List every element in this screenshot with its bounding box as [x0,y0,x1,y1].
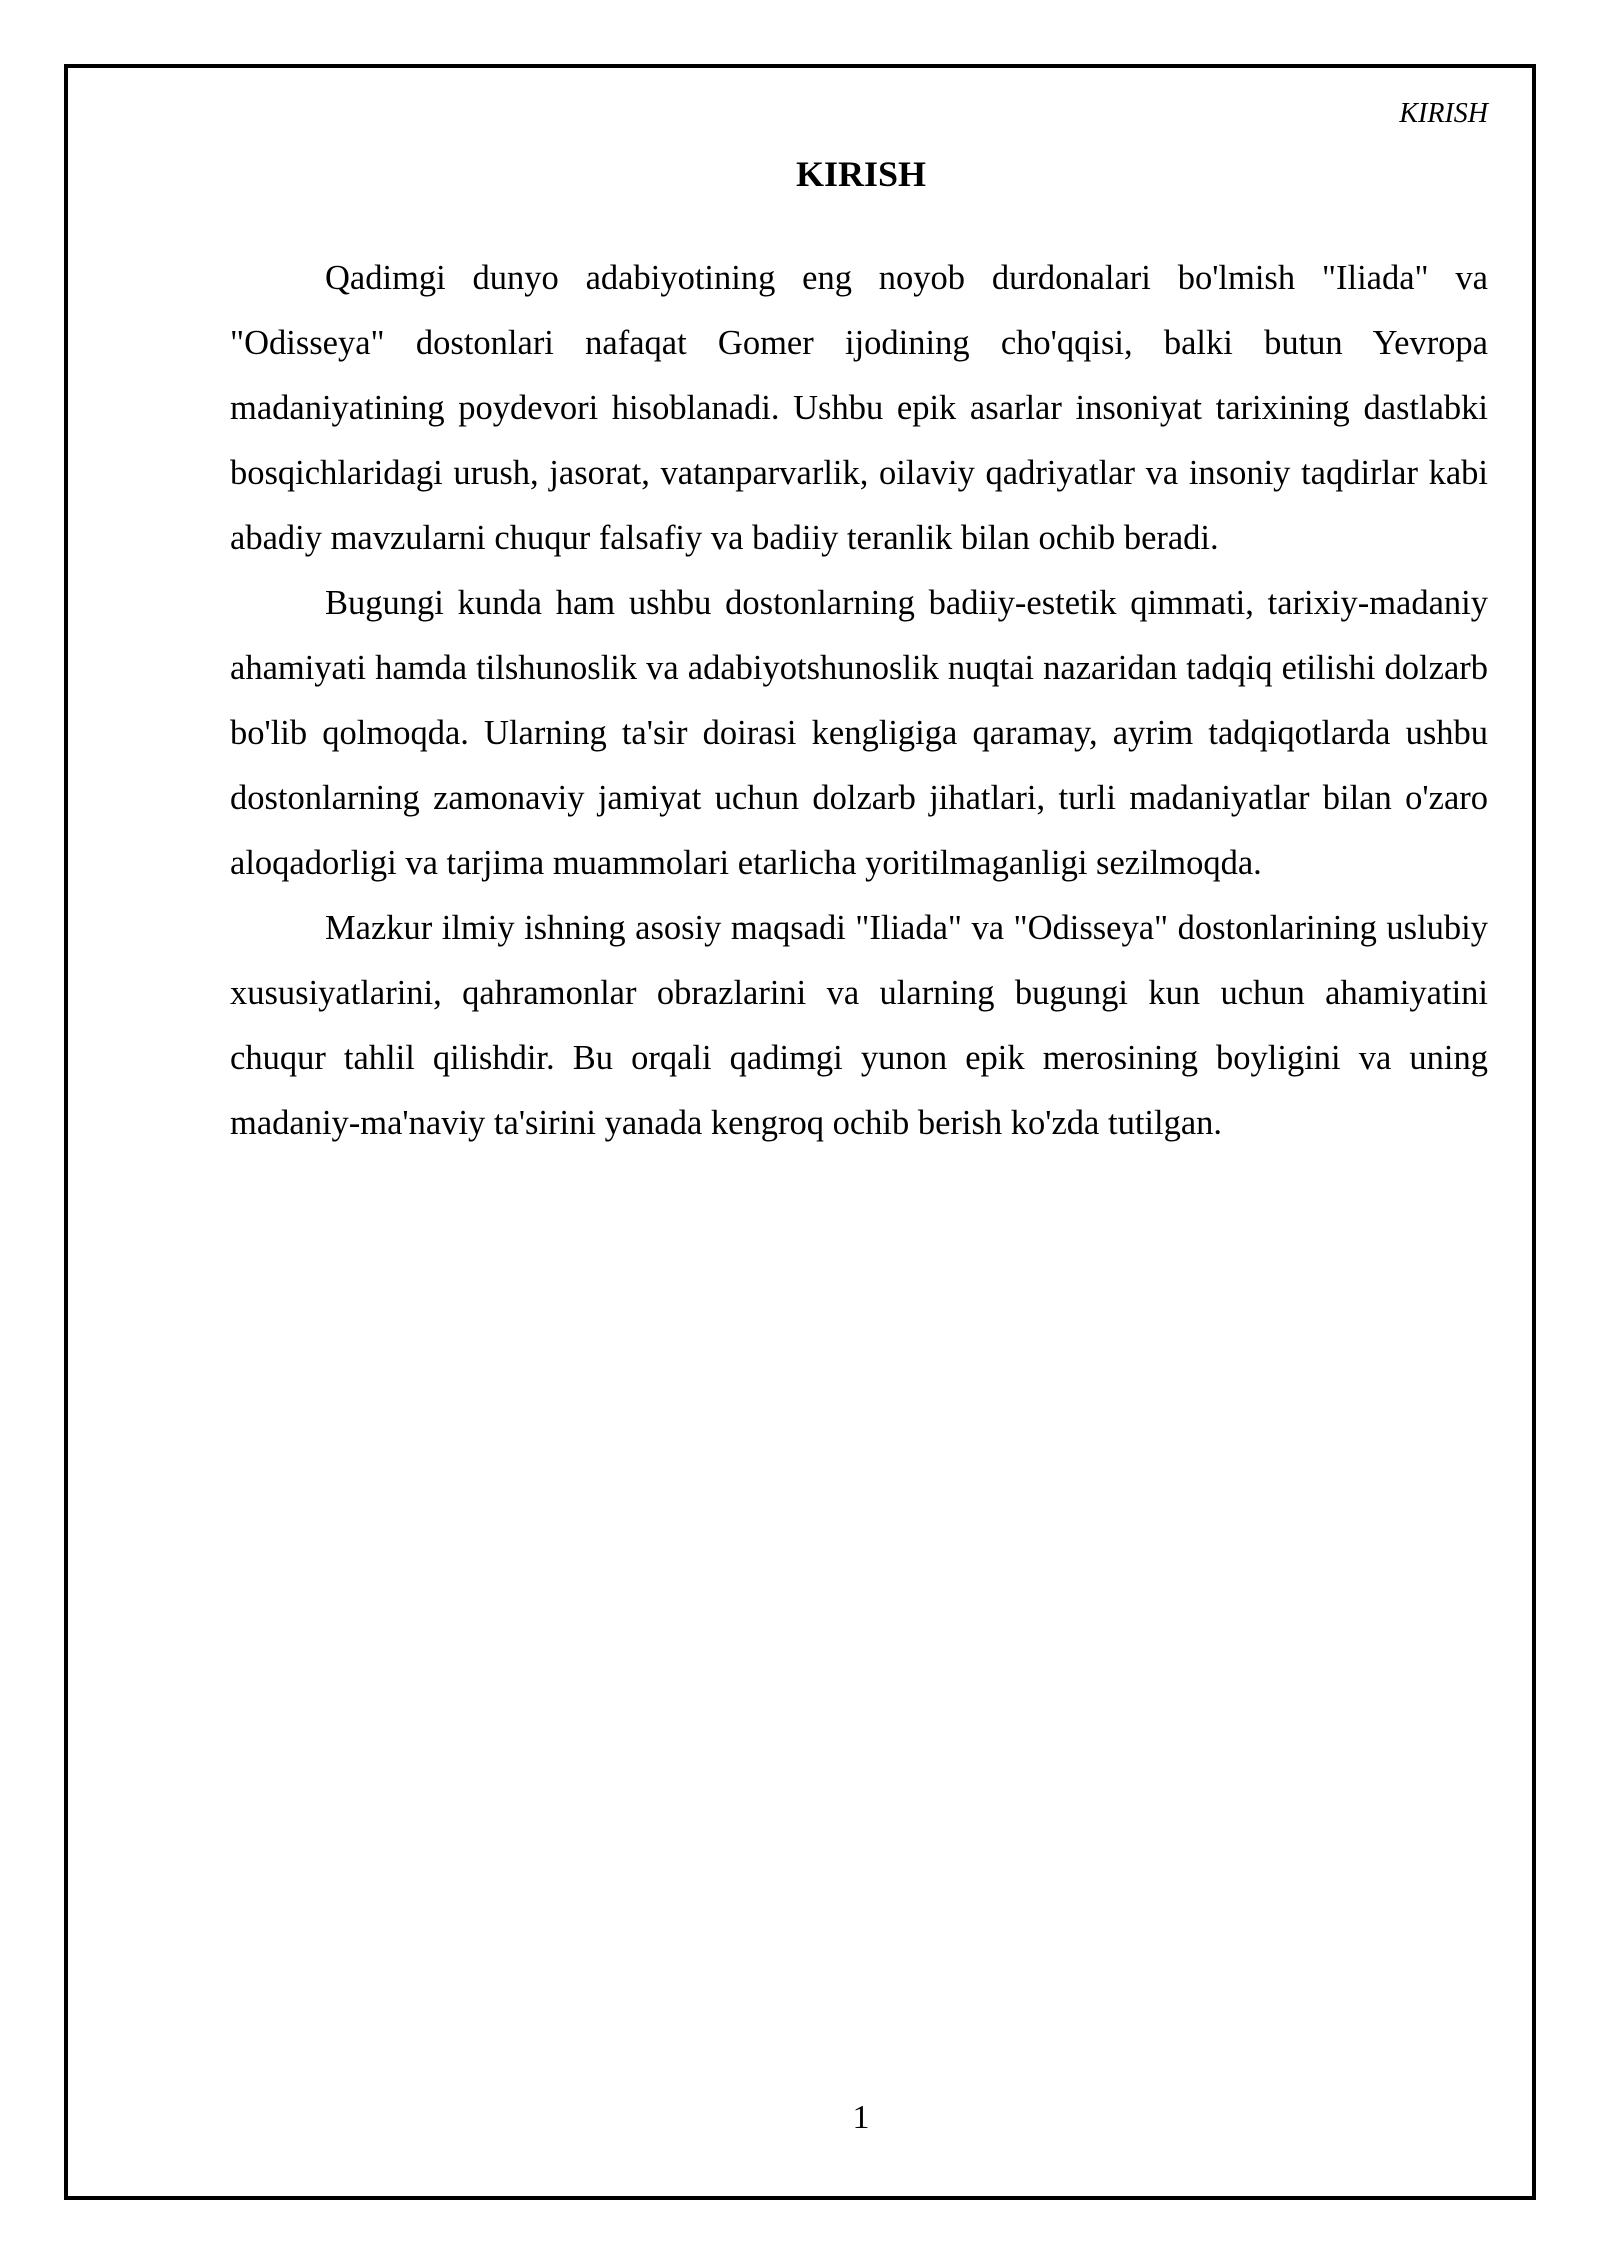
paragraph-2: Bugungi kunda ham ushbu dostonlarning badiiy-estetik qimmati, tarixiy-madaniy ahamiyati hamda tilshunoslik va adabiyotshunoslik nuqtai nazaridan tadqiq etilishi dolzarb bo'lib qolmoqda. Ularning ta'sir doirasi kengligiga qaramay, ayrim tadqiqotlarda ushbu dostonlarning zamonaviy jamiyat uchun dolzarb jihatlari, turli madaniyatlar bilan o'zaro aloqadorligi va tarjima muammolari etarlicha yoritilmaganligi sezilmoqda. [230,584,1488,882]
page-number: 1 [852,2099,870,2136]
document-body [230,246,1488,1156]
paragraph-3: Mazkur ilmiy ishning asosiy maqsadi "Iliada" va "Odisseya" dostonlarining uslubiy xususiyatlarini, qahramonlar obrazlarini va ularning bugungi kun uchun ahamiyatini chuqur tahlil qilishdir. Bu orqali qadimgi yunon epik merosining boyligini va uning madaniy-ma'naviy ta'sirini yanada kengroq ochib berish ko'zda tutilgan. [230,909,1488,1142]
page-title: KIRISH [795,154,927,194]
running-header: KIRISH [1399,98,1488,129]
paragraph-1: Qadimgi dunyo adabiyotining eng noyob durdonalari bo'lmish "Iliada" va "Odisseya" dostonlari nafaqat Gomer ijodining cho'qqisi, balki butun Yevropa madaniyatining poydevori hisoblanadi. Ushbu epik asarlar insoniyat tarixining dastlabki bosqichlaridagi urush, jasorat, vatanparvarlik, oilaviy qadriyatlar va insoniy taqdirlar kabi abadiy mavzularni chuqur falsafiy va badiiy teranlik bilan ochib beradi. [230,259,1488,557]
